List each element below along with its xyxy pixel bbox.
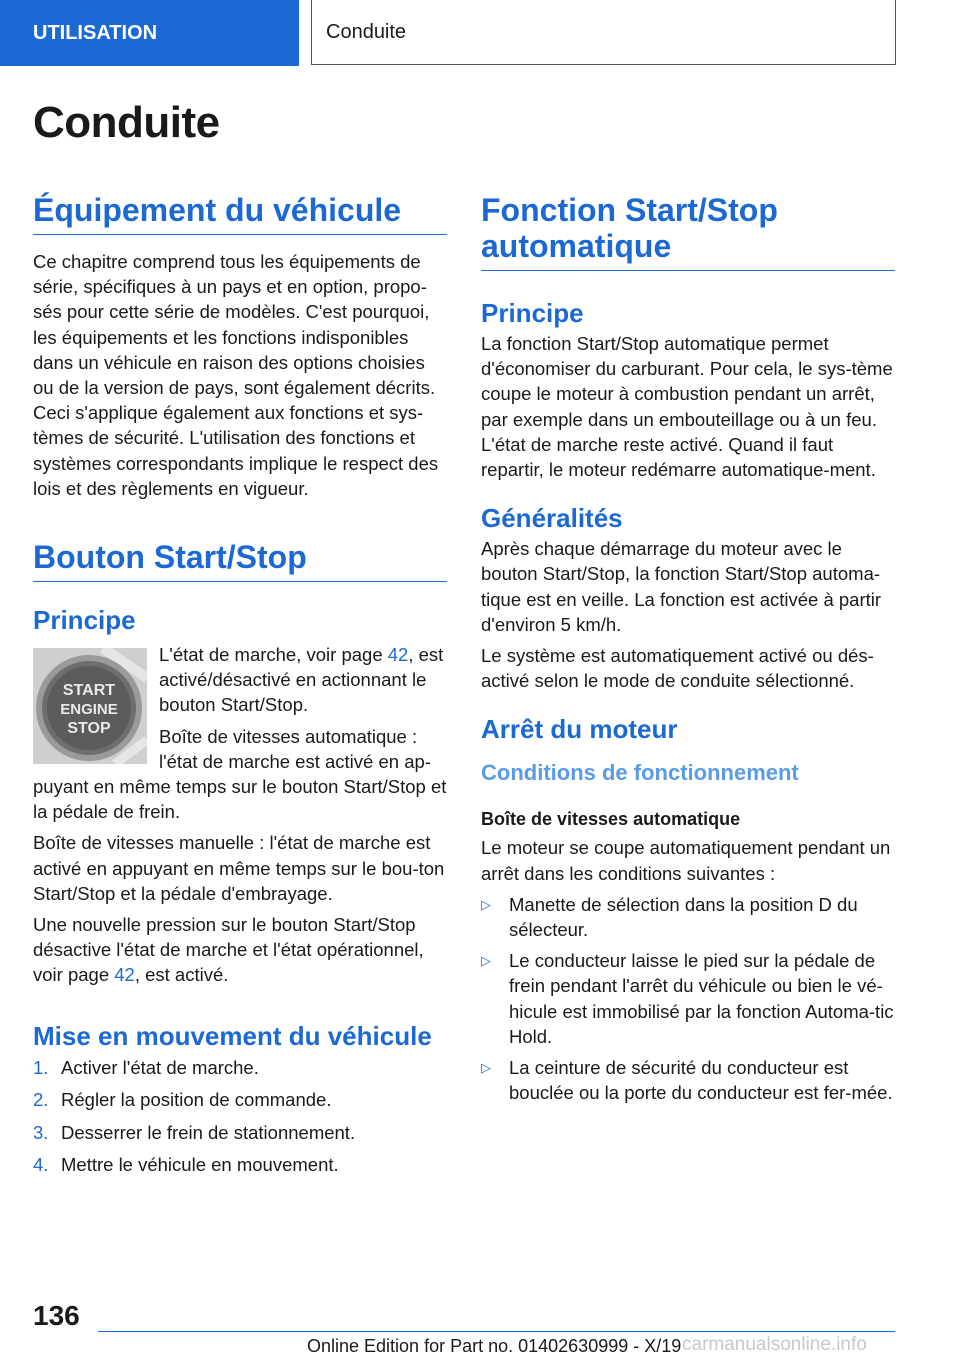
state-of-operation-paragraph: L'état de marche, voir page 42, est activé/désactivé en actionnant le bouton Start/Stop. (159, 644, 444, 716)
start-stop-section (33, 642, 447, 824)
header-chapter-box (311, 0, 896, 65)
left-column (33, 192, 447, 1182)
engine-stop-heading: Arrêt du moteur (481, 714, 678, 745)
list-item: 2. Régler la position de commande. (33, 1089, 332, 1111)
triangle-bullet-icon: ▷ (481, 896, 491, 912)
list-item: ▷ Manette de sélection dans la position D du sélecteur. (481, 892, 895, 942)
header-section-tab (0, 0, 299, 66)
new-press-paragraph: Une nouvelle pression sur le bouton Start/Stop désactive l'état de marche et l'état opérationnel, voir page 42, est activé. (33, 914, 424, 986)
header-chapter-label: Conduite (326, 20, 407, 43)
general-heading: Généralités (481, 503, 623, 534)
list-item: 4. Mettre le véhicule en mouvement. (33, 1154, 339, 1176)
automatic-gearbox-text: Le moteur se coupe automatiquement pendant un arrêt dans les conditions suivantes : (481, 837, 891, 884)
right-principle-heading: Principe (481, 298, 584, 328)
footer-edition-text: Online Edition for Part no. 01402630999 - X/19 (307, 1336, 682, 1356)
page-42-link[interactable]: 42 (387, 644, 409, 666)
list-item: ▷ La ceinture de sécurité du conducteur est bouclée ou la porte du conducteur est fer-mée. (481, 1055, 895, 1105)
list-item: ▷ Le conducteur laisse le pied sur la pédale de frein pendant l'arrêt du véhicule ou bien le vé-hicule est immobilisé par la fonction Automa-tic Hold. (481, 948, 895, 1049)
manual-gearbox-paragraph: Boîte de vitesses manuelle : l'état de marche est activé en appuyant en même temps sur le bou-ton Start/Stop et la pédale d'embrayage. (33, 832, 445, 904)
start-engine-stop-button-image (33, 648, 147, 764)
svg-text:STOP: STOP (67, 720, 111, 738)
list-item: 1. Activer l'état de marche. (33, 1056, 259, 1078)
general-paragraph-2: Le système est automatiquement activé ou dés-activé selon le mode de conduite sélectionné. (481, 645, 874, 692)
principle-heading: Principe (33, 605, 136, 636)
general-paragraph-1: Après chaque démarrage du moteur avec le bouton Start/Stop, la fonction Start/Stop automa-tique est en veille. La fonction est activée à partir d'environ 5 km/h. (481, 538, 882, 635)
triangle-bullet-icon: ▷ (481, 1060, 491, 1076)
start-button-icon (33, 648, 147, 764)
page-42-link-2[interactable]: 42 (114, 964, 135, 986)
list-item: 3. Desserrer le frein de stationnement. (33, 1121, 356, 1143)
equipment-text: Ce chapitre comprend tous les équipements de série, spécifiques à un pays et en option, propo-sés pour cette série de modèles. C'est pourquoi, les équipements et les fonctions indisponibles dans un véhicule en raison des options choisies ou de la version de pays, sont également décrits. Ceci s'applique également aux fonctions et sys-tèmes de sécurité. L'utilisation des fonctions et systèmes correspondants implique le respect des lois et des règlements en vigueur. (33, 251, 439, 499)
conditions-heading: Conditions de fonctionnement (481, 760, 799, 786)
equipment-heading: Équipement du véhicule (33, 192, 447, 235)
automatic-gearbox-paragraph: Boîte de vitesses automatique : l'état de marche est activé en ap-puyant en même temps sur le bouton Start/Stop et la pédale de frein. (33, 725, 447, 823)
start-stop-button-heading: Bouton Start/Stop (33, 539, 447, 582)
svg-text:START: START (62, 682, 116, 700)
page-title: Conduite (33, 98, 220, 147)
triangle-bullet-icon: ▷ (481, 953, 491, 969)
moving-off-heading: Mise en mouvement du véhicule (33, 1020, 432, 1051)
moving-off-steps (33, 1052, 447, 1182)
right-column (481, 192, 895, 1105)
right-principle-text: La fonction Start/Stop automatique permet d'économiser du carburant. Pour cela, le sys-tème coupe le moteur à combustion pendant un arrêt, par exemple dans un embouteillage ou à un feu. L'état de marche reste activé. Quand il faut repartir, le moteur redémarre automatique-ment. (481, 333, 893, 481)
header-section-label: UTILISATION (33, 21, 158, 44)
svg-text:ENGINE: ENGINE (60, 701, 118, 719)
auto-start-stop-heading: Fonction Start/Stop automatique (481, 192, 895, 271)
conditions-list (481, 892, 895, 1106)
page-number: 136 (33, 1300, 80, 1331)
watermark: carmanualsonline.info (682, 1334, 867, 1355)
automatic-gearbox-subheading: Boîte de vitesses automatique (481, 809, 741, 830)
footer-divider (98, 1331, 895, 1332)
